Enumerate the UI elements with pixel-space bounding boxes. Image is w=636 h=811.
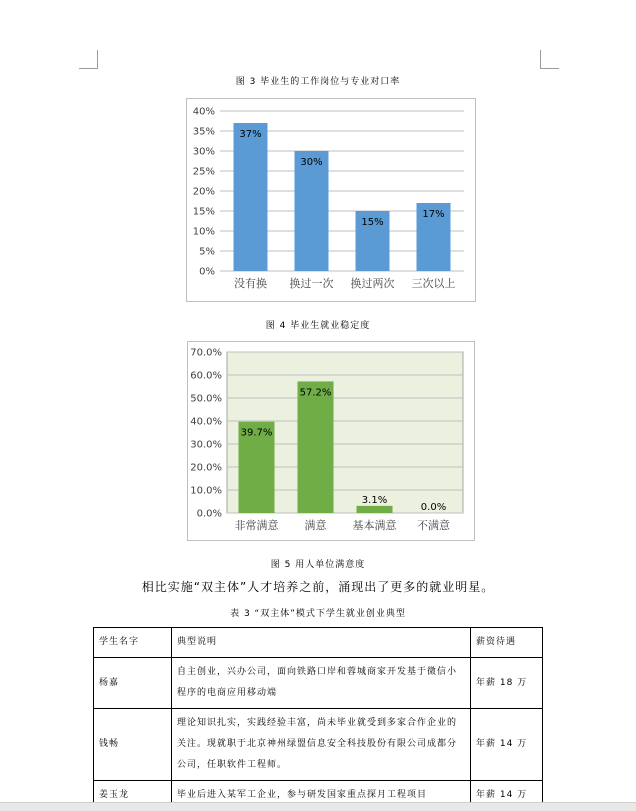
chart1-ytick-label: 20% [192, 186, 215, 198]
chart2-ytick-label: 10.0% [190, 485, 222, 497]
chart2-ytick-label: 40.0% [190, 416, 222, 428]
chart2-ytick-label: 0.0% [196, 508, 222, 520]
chart1-ytick-label: 5% [199, 246, 215, 258]
cell-salary: 年薪 18 万 [471, 658, 543, 709]
chart1-svg [186, 98, 476, 302]
employment-table [93, 627, 543, 811]
chart2-data-label: 39.7% [240, 427, 273, 439]
figure4-caption: 图 4 毕业生就业稳定度 [265, 321, 371, 331]
table-row [94, 709, 543, 781]
chart1-xtick-label: 换过一次 [289, 277, 334, 290]
chart1-ytick-label: 10% [192, 226, 215, 238]
cell-salary: 年薪 14 万 [471, 781, 543, 811]
header-name: 学生名字 [94, 628, 172, 658]
chart1-ytick-label: 40% [192, 106, 215, 118]
table3-caption: 表 3 “双主体”模式下学生就业创业典型 [230, 609, 406, 619]
chart1-xtick-label: 三次以上 [411, 277, 456, 290]
chart1-data-label: 37% [239, 129, 262, 140]
cell-desc: 自主创业，兴办公司，面向铁路口岸和蓉城商家开发基于微信小程序的电商应用移动端 [172, 658, 471, 709]
chart2-bar [298, 381, 334, 513]
chart2-ytick-label: 70.0% [190, 347, 222, 359]
chart1-ytick-label: 35% [192, 126, 215, 138]
chart2-xtick-label: 满意 [304, 519, 327, 532]
figure4-chart [187, 341, 475, 541]
body-paragraph: 相比实施“双主体”人才培养之前，涌现出了更多的就业明星。 [141, 580, 495, 594]
chart2-xtick-label: 基本满意 [352, 519, 397, 532]
chart2-ytick-label: 50.0% [190, 393, 222, 405]
chart2-bar [357, 506, 393, 513]
cell-salary: 年薪 14 万 [471, 709, 543, 781]
chart1-ytick-label: 25% [192, 166, 215, 178]
chart2-xtick-label: 不满意 [417, 519, 450, 532]
chart1-data-label: 15% [361, 217, 384, 228]
chart1-bar [295, 151, 329, 271]
chart2-data-label: 3.1% [361, 494, 388, 506]
figure5-caption: 图 5 用人单位满意度 [270, 560, 366, 570]
chart2-data-label: 0.0% [420, 502, 447, 513]
table-row [94, 658, 543, 709]
cell-name: 钱畅 [94, 709, 172, 781]
chart1-xtick-label: 没有换 [234, 277, 267, 290]
chart2-ytick-label: 30.0% [190, 439, 222, 451]
chart1-ytick-label: 15% [192, 206, 215, 218]
chart1-ytick-label: 0% [199, 266, 215, 278]
cell-desc: 理论知识扎实，实践经验丰富，尚未毕业就受到多家合作企业的关注。现就职于北京神州绿盟信息安全科技股份有限公司成都分公司，任职软件工程师。 [172, 709, 471, 781]
chart1-data-label: 17% [422, 209, 445, 220]
chart2-ytick-label: 20.0% [190, 462, 222, 474]
crop-mark-right [540, 50, 559, 69]
cell-desc: 毕业后进入某军工企业，参与研发国家重点探月工程项目 [172, 781, 471, 811]
chart2-svg [187, 341, 475, 541]
chart2-data-label: 57.2% [299, 387, 332, 399]
cell-name: 杨嘉 [94, 658, 172, 709]
cell-name: 姜玉龙 [94, 781, 172, 811]
chart1-xtick-label: 换过两次 [350, 277, 395, 290]
chart1-bar [234, 123, 268, 271]
header-desc: 典型说明 [172, 628, 471, 658]
table-header-row [94, 628, 543, 658]
chart2-ytick-label: 60.0% [190, 370, 222, 382]
chart1-ytick-label: 30% [192, 146, 215, 158]
figure3-caption: 图 3 毕业生的工作岗位与专业对口率 [235, 77, 401, 87]
chart2-xtick-label: 非常满意 [234, 519, 279, 532]
crop-mark-left [79, 50, 98, 69]
header-salary: 薪资待遇 [471, 628, 543, 658]
figure3-chart [186, 98, 476, 302]
chart1-data-label: 30% [300, 157, 323, 168]
